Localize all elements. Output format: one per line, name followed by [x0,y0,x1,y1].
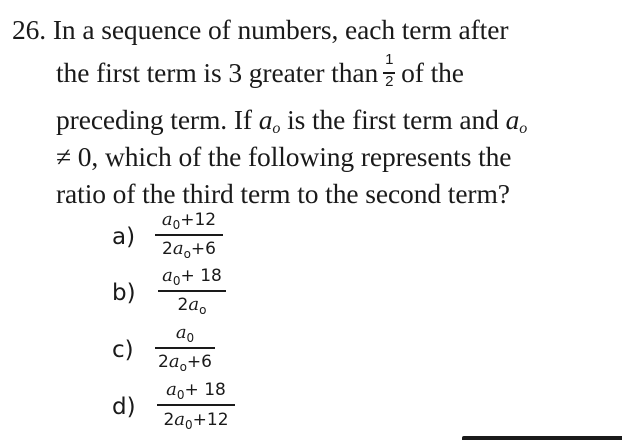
option-c-fraction[interactable] [155,323,215,373]
option-a-fraction-bar [155,234,223,236]
option-b-fraction-bar [158,290,226,292]
option-d-denominator: $2a_0+12$ [163,409,229,432]
question-line-2-text-after: of the [401,57,464,88]
option-c-numerator: $a_0$ [175,322,195,345]
one-half-fraction [382,51,398,90]
question-line-3-text-before: preceding term. If [56,104,252,135]
question-line-5: ratio of the third term to the second term? [56,178,510,209]
question-line-1: 26. In a sequence of numbers, each term after [12,14,509,45]
option-c-denominator: $2a_o+6$ [158,351,212,374]
option-b-numerator: $a_0+ 18$ [162,265,222,288]
option-a-numerator: $a_0+12$ [161,209,217,232]
option-c-fraction-bar [155,347,215,349]
option-a-denominator: $2a_o+6$ [162,238,216,261]
question-line-4: ≠ 0, which of the following represents the [56,141,512,172]
option-b-denominator: $2a_o$ [177,294,207,317]
variable-subscript-2: o [519,120,528,137]
question-line-3 [56,104,527,145]
option-d-label[interactable]: d) [112,394,136,420]
option-d-fraction-bar [157,404,235,406]
option-a-label[interactable]: a) [112,224,136,250]
option-b-fraction[interactable] [158,266,226,316]
question-line-2 [56,51,464,90]
option-b-label[interactable]: b) [112,280,136,306]
variable-a-2: a [505,104,520,135]
variable-subscript: o [272,120,281,137]
variable-a: a [258,104,273,135]
fraction-numerator: 1 [385,51,394,68]
option-c-label[interactable]: c) [112,337,134,363]
question-line-2-text-before: the first term is 3 greater than [56,57,379,88]
fraction-denominator: 2 [385,73,394,90]
option-a-fraction[interactable] [155,210,223,260]
option-d-fraction[interactable] [157,380,235,432]
home-indicator-bar[interactable] [462,436,622,440]
question-line-3-text-mid: is the first term and [287,104,499,135]
option-d-numerator: $a_0+ 18$ [166,379,226,402]
